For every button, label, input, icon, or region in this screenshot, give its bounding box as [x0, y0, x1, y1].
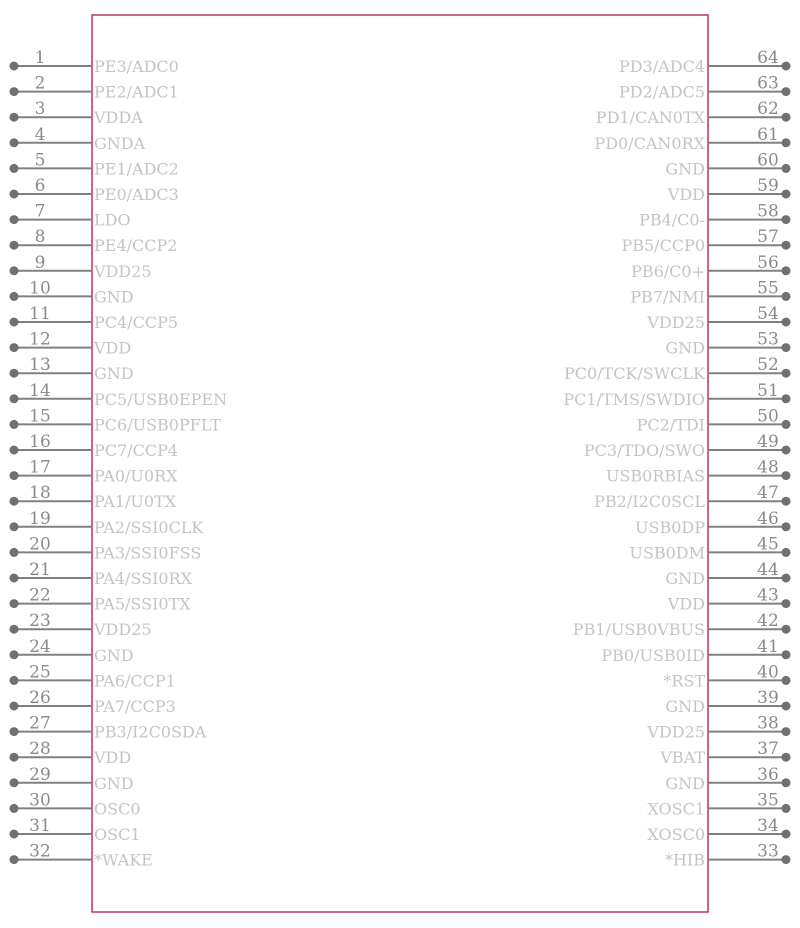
pin-number: 45 — [757, 534, 779, 555]
pin-number: 62 — [757, 99, 779, 120]
pin-endpoint-dot — [782, 650, 791, 659]
pin-label: PC4/CCP5 — [94, 313, 179, 332]
pin-label: USB0RBIAS — [605, 466, 705, 486]
pin-endpoint-dot — [782, 241, 791, 250]
pin-endpoint-dot — [10, 778, 19, 787]
pin-endpoint-dot — [782, 138, 791, 147]
pin-endpoint-dot — [10, 190, 19, 199]
pin-endpoint-dot — [10, 625, 19, 634]
pin-endpoint-dot — [782, 855, 791, 864]
pin-endpoint-dot — [10, 727, 19, 736]
pin-number: 11 — [29, 304, 51, 324]
pin-endpoint-dot — [782, 113, 791, 122]
pin-label: PA1/U0TX — [94, 492, 177, 512]
pin-number: 27 — [29, 713, 51, 734]
pin-label: VBAT — [660, 748, 705, 768]
pin-label: PE1/ADC2 — [94, 159, 179, 179]
pin-label: PD0/CAN0RX — [594, 133, 705, 153]
pin-endpoint-dot — [782, 471, 791, 480]
pin-endpoint-dot — [782, 292, 791, 301]
pin-number: 33 — [757, 841, 779, 862]
pin-endpoint-dot — [782, 62, 791, 71]
pin-label: VDD25 — [94, 261, 152, 281]
pin-label: PE2/ADC1 — [94, 82, 179, 102]
pin-number: 5 — [34, 150, 46, 171]
pin-endpoint-dot — [10, 599, 19, 608]
pin-endpoint-dot — [782, 676, 791, 685]
pin-label: PB7/NMI — [630, 287, 705, 307]
pin-number: 54 — [757, 304, 779, 324]
pin-number: 18 — [29, 483, 51, 504]
pin-label: VDD — [94, 338, 132, 358]
pin-label: PD3/ADC4 — [619, 57, 705, 76]
pin-endpoint-dot — [782, 369, 791, 378]
pin-endpoint-dot — [782, 727, 791, 736]
pin-endpoint-dot — [10, 318, 19, 327]
pin-number: 2 — [34, 73, 46, 94]
pin-label: PB5/CCP0 — [621, 236, 705, 256]
pin-endpoint-dot — [782, 778, 791, 787]
pin-number: 26 — [29, 688, 51, 708]
pin-number: 44 — [757, 560, 779, 580]
pin-number: 20 — [29, 534, 51, 555]
pin-number: 47 — [757, 483, 779, 504]
pin-number: 32 — [29, 841, 51, 862]
pin-endpoint-dot — [782, 446, 791, 455]
pin-number: 43 — [757, 585, 779, 606]
pin-endpoint-dot — [10, 113, 19, 122]
pin-number: 3 — [34, 99, 46, 120]
pin-number: 31 — [29, 816, 51, 836]
pin-number: 25 — [29, 662, 51, 683]
pin-endpoint-dot — [782, 548, 791, 557]
pin-endpoint-dot — [10, 650, 19, 659]
pin-number: 60 — [757, 150, 779, 171]
pin-number: 58 — [757, 201, 779, 222]
pin-number: 21 — [29, 560, 51, 580]
pin-endpoint-dot — [782, 190, 791, 199]
pin-label: GND — [94, 645, 134, 665]
pin-label: PA4/SSI0RX — [94, 569, 192, 588]
pin-label: VDD25 — [647, 313, 705, 332]
pin-label: GND — [665, 697, 705, 716]
pin-label: LDO — [94, 210, 131, 230]
pin-number: 55 — [757, 278, 779, 299]
pin-endpoint-dot — [10, 753, 19, 762]
pin-label: PB3/I2C0SDA — [94, 722, 207, 742]
pin-number: 22 — [29, 585, 51, 606]
pin-number: 53 — [757, 329, 779, 350]
pin-number: 28 — [29, 739, 51, 760]
pin-number: 37 — [757, 739, 779, 760]
pin-label: *HIB — [664, 850, 705, 870]
pin-endpoint-dot — [782, 804, 791, 813]
pin-label: OSC1 — [94, 825, 141, 844]
pin-endpoint-dot — [782, 420, 791, 429]
pin-endpoint-dot — [10, 62, 19, 71]
pin-label: GND — [665, 569, 705, 588]
pin-label: GND — [94, 364, 134, 384]
pin-endpoint-dot — [782, 87, 791, 96]
pin-label: GND — [665, 159, 705, 179]
pin-label: VDD — [667, 185, 705, 204]
pin-label: PC5/USB0EPEN — [94, 389, 228, 409]
pin-number: 41 — [757, 636, 779, 657]
pin-endpoint-dot — [10, 266, 19, 275]
pin-label: PE0/ADC3 — [94, 185, 179, 204]
pin-endpoint-dot — [10, 420, 19, 429]
pin-label: OSC0 — [94, 799, 141, 819]
pin-label: PD2/ADC5 — [619, 82, 705, 102]
pin-number: 12 — [29, 329, 51, 350]
pin-label: VDD25 — [647, 722, 705, 742]
pin-label: PD1/CAN0TX — [595, 108, 705, 128]
pin-label: PA6/CCP1 — [94, 671, 176, 691]
pin-endpoint-dot — [10, 548, 19, 557]
pin-label: VDD — [94, 748, 132, 768]
pin-endpoint-dot — [782, 343, 791, 352]
pin-endpoint-dot — [10, 676, 19, 685]
pin-label: PA3/SSI0FSS — [94, 543, 202, 563]
pin-endpoint-dot — [782, 702, 791, 711]
pin-number: 14 — [29, 380, 51, 401]
pin-number: 9 — [34, 252, 46, 273]
pin-label: PA0/U0RX — [94, 466, 178, 486]
pin-endpoint-dot — [10, 804, 19, 813]
pin-label: XOSC0 — [647, 825, 705, 844]
pin-number: 42 — [757, 611, 779, 632]
pin-label: PC2/TDI — [636, 415, 705, 435]
pin-label: PC1/TMS/SWDIO — [563, 389, 705, 409]
pin-endpoint-dot — [782, 394, 791, 403]
pin-label: PC7/CCP4 — [94, 441, 179, 460]
pin-number: 64 — [757, 48, 779, 68]
pin-label: GND — [94, 773, 134, 793]
pin-label: VDDA — [94, 108, 143, 128]
pin-endpoint-dot — [10, 830, 19, 839]
pin-label: PC6/USB0PFLT — [94, 415, 221, 435]
pin-label: PA7/CCP3 — [94, 697, 176, 716]
pin-label: GND — [665, 338, 705, 358]
pin-endpoint-dot — [10, 446, 19, 455]
pin-label: *WAKE — [94, 850, 153, 870]
pin-label: PB4/C0- — [639, 210, 705, 230]
pin-endpoint-dot — [10, 497, 19, 506]
pin-endpoint-dot — [10, 394, 19, 403]
pin-label: GND — [94, 287, 134, 307]
pin-endpoint-dot — [10, 855, 19, 864]
pin-number: 16 — [29, 432, 51, 452]
pin-number: 61 — [757, 124, 779, 145]
pin-label: PB2/I2C0SCL — [594, 492, 705, 512]
pin-endpoint-dot — [10, 87, 19, 96]
pin-endpoint-dot — [10, 343, 19, 352]
pin-number: 36 — [757, 764, 779, 785]
pin-endpoint-dot — [782, 266, 791, 275]
pin-endpoint-dot — [782, 215, 791, 224]
pin-number: 8 — [34, 227, 46, 248]
pin-number: 15 — [29, 406, 51, 427]
pin-label: PC3/TDO/SWO — [583, 441, 705, 460]
pin-label: XOSC1 — [647, 799, 705, 819]
pin-endpoint-dot — [10, 471, 19, 480]
pin-number: 4 — [34, 124, 46, 145]
pin-number: 19 — [29, 508, 51, 529]
pin-number: 49 — [757, 432, 779, 452]
pin-endpoint-dot — [782, 522, 791, 531]
pin-endpoint-dot — [782, 625, 791, 634]
pin-number: 40 — [757, 662, 779, 683]
pin-number: 50 — [757, 406, 779, 427]
pin-endpoint-dot — [10, 292, 19, 301]
pin-endpoint-dot — [782, 574, 791, 583]
pin-number: 38 — [757, 713, 779, 734]
pin-endpoint-dot — [782, 318, 791, 327]
pin-number: 30 — [29, 790, 51, 811]
pin-number: 34 — [757, 816, 779, 836]
pin-endpoint-dot — [782, 497, 791, 506]
pin-number: 1 — [34, 48, 46, 68]
pin-endpoint-dot — [10, 522, 19, 531]
pin-number: 6 — [34, 176, 46, 196]
pin-number: 17 — [29, 457, 51, 478]
pin-number: 57 — [757, 227, 779, 248]
pin-number: 24 — [29, 636, 51, 657]
pin-number: 13 — [29, 355, 51, 376]
pin-endpoint-dot — [782, 164, 791, 173]
pin-label: PC0/TCK/SWCLK — [563, 364, 705, 384]
pin-label: PB6/C0+ — [631, 261, 705, 281]
pin-endpoint-dot — [10, 215, 19, 224]
pin-label: PB1/USB0VBUS — [572, 620, 705, 640]
pin-label: VDD25 — [94, 620, 152, 640]
pin-label: PE3/ADC0 — [94, 57, 179, 76]
pin-label: *RST — [663, 671, 705, 691]
pin-endpoint-dot — [10, 138, 19, 147]
pin-number: 23 — [29, 611, 51, 632]
pin-number: 63 — [757, 73, 779, 94]
pin-label: GND — [665, 773, 705, 793]
pin-label: USB0DM — [629, 543, 705, 563]
pin-label: PB0/USB0ID — [601, 645, 705, 665]
pin-endpoint-dot — [10, 369, 19, 378]
pin-endpoint-dot — [10, 164, 19, 173]
pin-number: 39 — [757, 688, 779, 708]
pin-number: 56 — [757, 252, 779, 273]
pin-endpoint-dot — [782, 830, 791, 839]
pin-number: 7 — [34, 201, 46, 222]
pin-endpoint-dot — [10, 241, 19, 250]
pin-label: PE4/CCP2 — [94, 236, 178, 256]
pin-number: 10 — [29, 278, 51, 299]
pin-number: 46 — [757, 508, 779, 529]
pin-endpoint-dot — [782, 753, 791, 762]
pin-label: VDD — [667, 594, 705, 614]
pin-label: GNDA — [94, 133, 146, 153]
pin-number: 48 — [757, 457, 779, 478]
pin-number: 59 — [757, 176, 779, 196]
pin-endpoint-dot — [10, 574, 19, 583]
pin-number: 52 — [757, 355, 779, 376]
pin-number: 29 — [29, 764, 51, 785]
pin-label: PA5/SSI0TX — [94, 594, 191, 614]
pin-endpoint-dot — [10, 702, 19, 711]
pin-label: USB0DP — [635, 517, 705, 537]
pin-number: 51 — [757, 380, 779, 401]
pin-label: PA2/SSI0CLK — [94, 517, 204, 537]
pin-endpoint-dot — [782, 599, 791, 608]
pin-number: 35 — [757, 790, 779, 811]
